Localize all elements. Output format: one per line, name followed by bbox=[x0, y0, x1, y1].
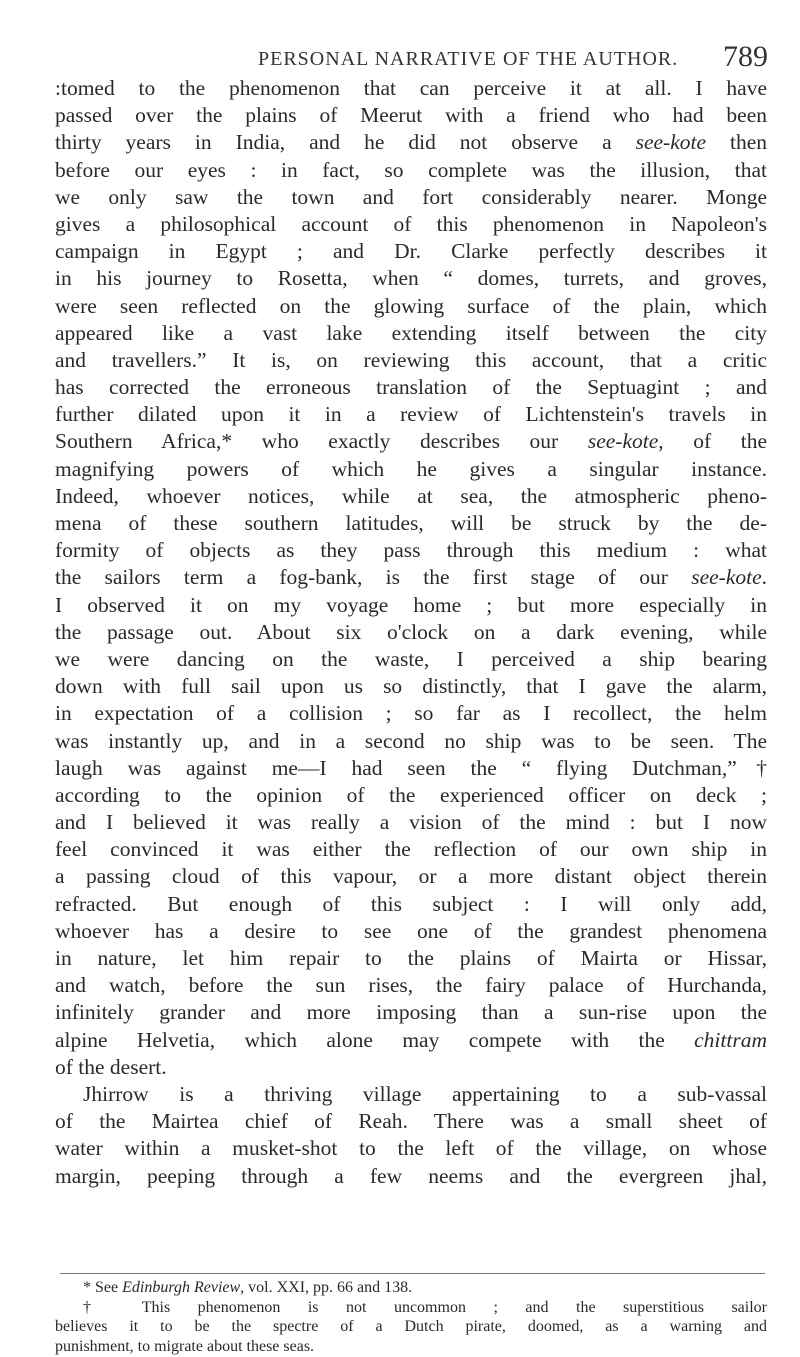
text-segment: thirty years in India, and he did not observe a bbox=[55, 130, 636, 155]
text-line: a passing cloud of this vapour, or a more distant object therein bbox=[55, 864, 767, 889]
text-line: campaign in Egypt ; and Dr. Clarke perfectly describes it bbox=[55, 239, 767, 264]
text-segment: , vol. XXI, pp. 66 and 138. bbox=[240, 1279, 413, 1296]
text-line: I observed it on my voyage home ; but more especially in bbox=[55, 592, 767, 617]
footnote-2-line: punishment, to migrate about these seas. bbox=[55, 1337, 315, 1355]
text-line: and I believed it was really a vision of the mind : but I now bbox=[55, 810, 767, 835]
text-line: formity of objects as they pass through this medium : what bbox=[55, 538, 767, 563]
text-line: in nature, let him repair to the plains of Mairta or Hissar, bbox=[55, 946, 767, 970]
italic-term: see-kote bbox=[635, 130, 706, 155]
text-segment: Southern Africa,* who exactly describes our bbox=[55, 429, 588, 454]
page-header bbox=[60, 38, 768, 78]
text-line: margin, peeping through a few neems and the evergreen jhal, bbox=[55, 1163, 767, 1188]
footnote-2-line: believes it to be the spectre of a Dutch pirate, doomed, as a warning and bbox=[55, 1318, 767, 1335]
text-line: further dilated upon it in a review of Lichtenstein's travels in bbox=[55, 402, 767, 427]
text-line: before our eyes : in fact, so complete was the illusion, that bbox=[55, 157, 767, 182]
text-line: were seen reflected on the glowing surface of the plain, which bbox=[55, 293, 767, 318]
text-line: magnifying powers of which he gives a singular instance. bbox=[55, 456, 767, 481]
text-line: according to the opinion of the experienced officer on deck ; bbox=[55, 782, 767, 807]
footnotes bbox=[55, 1278, 767, 1356]
text-segment: . bbox=[761, 565, 767, 590]
running-head: PERSONAL NARRATIVE OF THE AUTHOR. bbox=[258, 48, 679, 70]
footnote-1 bbox=[55, 1278, 767, 1298]
footnote-divider bbox=[60, 1273, 765, 1274]
text-line: and watch, before the sun rises, the fairy palace of Hurchanda, bbox=[55, 973, 767, 998]
text-line: gives a philosophical account of this phenomenon in Napoleon's bbox=[55, 211, 767, 236]
text-line: of the Mairtea chief of Reah. There was a small sheet of bbox=[55, 1109, 767, 1134]
text-line: mena of these southern latitudes, will be struck by the de- bbox=[55, 511, 767, 535]
italic-term: see-kote bbox=[587, 429, 659, 454]
page-number: 789 bbox=[723, 40, 768, 73]
italic-term: see-kote bbox=[691, 565, 762, 590]
text-line: and travellers.” It is, on reviewing this account, that a critic bbox=[55, 347, 767, 372]
italic-citation: Edinburgh Review bbox=[122, 1279, 241, 1296]
body-text bbox=[55, 75, 767, 1190]
text-line bbox=[55, 428, 767, 455]
text-line: whoever has a desire to see one of the grandest phenomena bbox=[55, 918, 767, 943]
text-line: we only saw the town and fort considerably nearer. Monge bbox=[55, 184, 767, 209]
italic-term: chittram bbox=[694, 1027, 767, 1052]
text-segment: then bbox=[706, 130, 767, 155]
text-line: down with full sail upon us so distinctly, that I gave the alarm, bbox=[55, 674, 767, 699]
text-line: passed over the plains of Meerut with a friend who had been bbox=[55, 103, 767, 128]
text-line bbox=[55, 564, 767, 591]
footnote-2-line: † This phenomenon is not uncommon ; and the superstitious sailor bbox=[83, 1298, 767, 1316]
text-line bbox=[55, 129, 767, 156]
text-line: has corrected the erroneous translation of the Septuagint ; and bbox=[55, 375, 767, 400]
paragraph-start-line: Jhirrow is a thriving village appertaining to a sub-vassal bbox=[83, 1081, 767, 1106]
text-line: feel convinced it was either the reflection of our own ship in bbox=[55, 837, 767, 862]
text-segment: , of the bbox=[658, 429, 767, 454]
text-segment: alpine Helvetia, which alone may compete with the bbox=[55, 1027, 695, 1052]
text-line bbox=[55, 1027, 767, 1054]
text-line: infinitely grander and more imposing than a sun-rise upon the bbox=[55, 1000, 767, 1025]
text-segment: the sailors term a fog-bank, is the first stage of our bbox=[55, 565, 692, 590]
text-line: water within a musket-shot to the left of the village, on whose bbox=[55, 1136, 767, 1161]
text-line: Indeed, whoever notices, while at sea, the atmospheric pheno- bbox=[55, 483, 767, 508]
text-line: in his journey to Rosetta, when “ domes, turrets, and groves, bbox=[55, 266, 767, 291]
text-line: of the desert. bbox=[55, 1054, 167, 1079]
text-line: we were dancing on the waste, I perceived a ship bearing bbox=[55, 646, 767, 671]
text-line: was instantly up, and in a second no ship was to be seen. The bbox=[55, 728, 767, 753]
text-line: the passage out. About six o'clock on a dark evening, while bbox=[55, 619, 767, 644]
text-line: refracted. But enough of this subject : I will only add, bbox=[55, 891, 767, 916]
text-line: appeared like a vast lake extending itself between the city bbox=[55, 320, 767, 345]
text-segment: * See bbox=[83, 1279, 123, 1296]
text-line: in expectation of a collision ; so far as I recollect, the helm bbox=[55, 701, 767, 726]
text-line: :tomed to the phenomenon that can perceive it at all. I have bbox=[55, 76, 767, 100]
text-line: laugh was against me—I had seen the “ flying Dutchman,”† bbox=[55, 755, 767, 780]
